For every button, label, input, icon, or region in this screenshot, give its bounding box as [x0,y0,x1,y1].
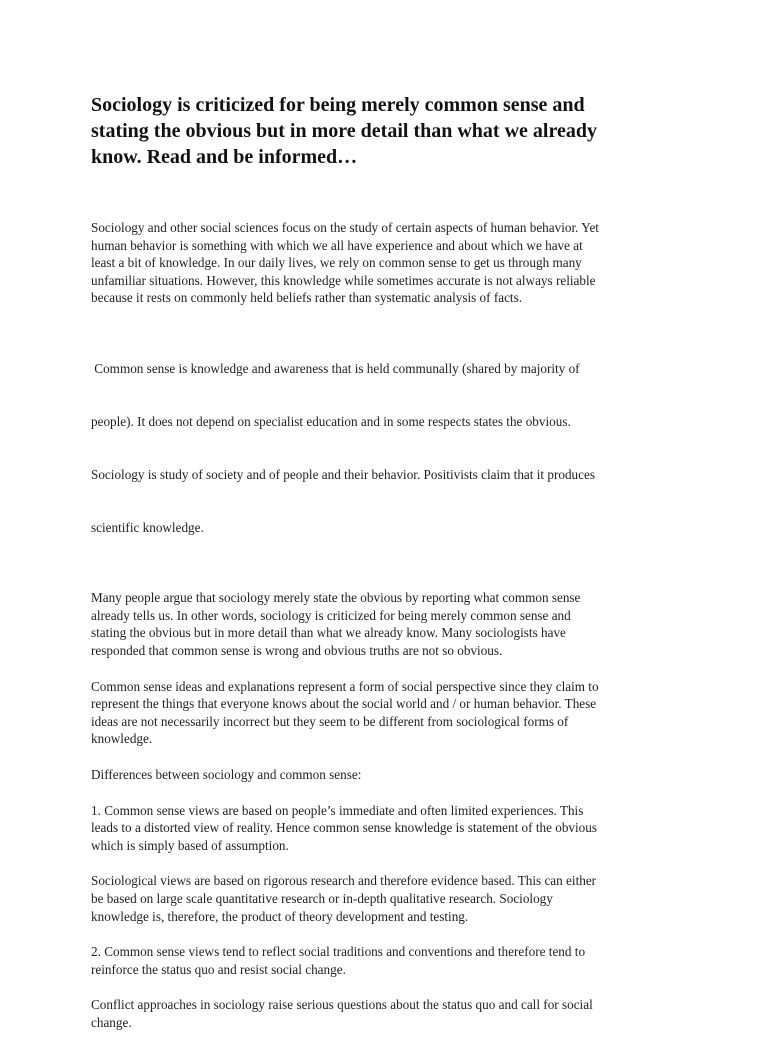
text-line: already tells us. In other words, sociology is criticized for being merely common sense and [91,607,571,623]
text-line: Sociological views are based on rigorous research and therefore evidence based. This can either [91,873,597,889]
paragraph-point-2 [91,943,683,978]
paragraph-sociological-views [91,872,683,925]
text-line: Common sense is knowledge and awareness that is held communally (shared by majority of [91,361,580,377]
text-line: because it rests on commonly held beliefs rather than systematic analysis of facts. [91,290,523,306]
text-line: unfamiliar situations. However, this knowledge while sometimes accurate is not always reliable [91,272,596,288]
document-title [91,92,691,170]
paragraph-point-1 [91,802,683,855]
text-line: represent the things that everyone knows about the social world and / or human behavior. These [91,696,597,712]
text-line: Sociology is study of society and of people and their behavior. Positivists claim that it produces [91,466,595,482]
title-line: Sociology is criticized for being merely common sense and [91,94,585,116]
text-line: be based on large scale quantitative research or in-depth qualitative research. Sociology [91,891,553,906]
text-line: ideas are not necessarily incorrect but they seem to be different from sociological forms of [91,713,569,729]
text-line: knowledge. [91,731,153,747]
title-line: know. Read and be informed… [91,146,358,168]
text-line: scientific knowledge. [91,519,204,535]
text-line: stating the obvious but in more detail than what we already know. Many sociologists have [91,625,566,641]
paragraph-intro [91,219,683,307]
text-line: change. [91,1014,132,1030]
text-line: reinforce the status quo and resist social change. [91,961,346,977]
text-line: human behavior is something with which we all have experience and about which we have at [91,237,583,253]
text-line: knowledge is, therefore, the product of theory development and testing. [91,908,469,924]
text-line: responded that common sense is wrong and obvious truths are not so obvious. [91,643,503,659]
text-line: Differences between sociology and common sense: [91,767,362,783]
paragraph-conflict-approaches [91,996,683,1031]
paragraph-differences-heading [91,766,683,784]
paragraph-common-sense-definition [91,325,683,571]
document-body [91,219,683,1050]
text-line: 2. Common sense views tend to reflect social traditions and conventions and therefore tend to [91,944,586,960]
paragraph-social-perspective [91,678,683,748]
text-line: Conflict approaches in sociology raise serious questions about the status quo and call for social [91,997,593,1013]
text-line: Sociology and other social sciences focus on the study of certain aspects of human behavior. Yet [91,220,599,235]
text-line: people). It does not depend on specialist education and in some respects states the obvious. [91,413,571,429]
text-line: which is simply based of assumption. [91,837,289,853]
text-line: Common sense ideas and explanations represent a form of social perspective since they claim to [91,678,599,694]
text-line: Many people argue that sociology merely state the obvious by reporting what common sense [91,590,581,606]
title-line: stating the obvious but in more detail than what we already [91,120,597,142]
paragraph-criticism [91,589,683,659]
text-line: leads to a distorted view of reality. Hence common sense knowledge is statement of the obvious [91,820,597,836]
text-line: least a bit of knowledge. In our daily lives, we rely on common sense to get us through many [91,255,582,271]
text-line: 1. Common sense views are based on people’s immediate and often limited experiences. This [91,802,584,818]
